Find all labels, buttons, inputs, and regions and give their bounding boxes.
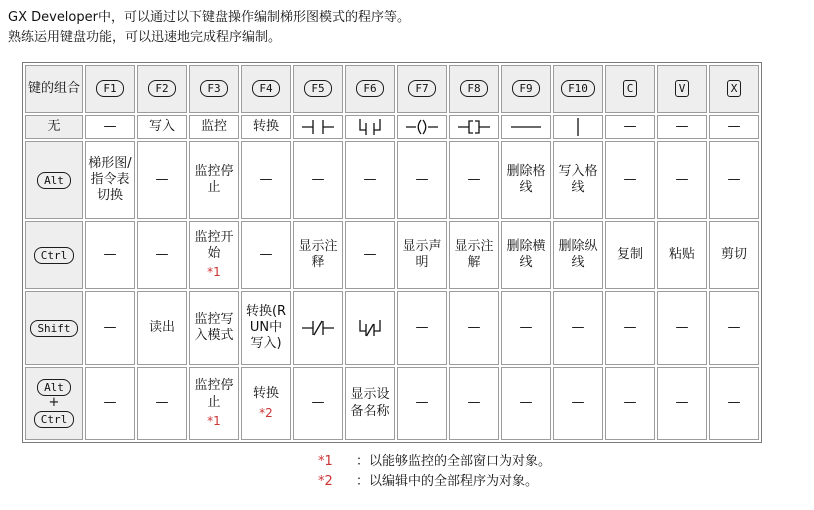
dash: — [519,319,533,335]
modifier-key-line [28,247,80,264]
dash: — [467,395,481,411]
closed-contact-icon [300,318,336,338]
footnote-ref: *2 [259,405,273,420]
header-key-x [709,65,759,113]
dash: — [103,246,117,262]
dash: — [571,395,585,411]
empty-dash-cell [605,141,655,219]
footnotes [318,452,814,492]
vertical-line-icon [560,117,596,137]
empty-dash-cell [657,141,707,219]
dash: — [363,171,377,187]
shortcut-label: 复制 [616,246,643,262]
shortcut-label: 删除横线 [506,238,546,270]
empty-dash-cell [605,367,655,440]
dash: — [727,171,741,187]
shortcut-cell [449,221,499,289]
parallel-open-contact-icon [352,117,388,137]
key-shift-keycap: Shift [30,320,77,337]
dash: — [675,395,689,411]
dash: — [623,118,637,134]
shortcut-label: 删除纵线 [558,238,598,270]
footnote-1-text: ：以能够监控的全部窗口为对象。 [356,454,552,469]
key-f7-keycap: F7 [408,80,435,97]
symbol-cell-open-contact [293,115,343,139]
key-alt-keycap: Alt [37,172,71,189]
header-key-f10 [553,65,603,113]
empty-dash-cell [85,221,135,289]
symbol-cell-coil [397,115,447,139]
shortcut-label: 监控写入模式 [194,311,234,343]
dash: — [155,171,169,187]
shortcut-cell [605,221,655,289]
header-key-f8 [449,65,499,113]
empty-dash-cell [85,291,135,365]
shortcut-label: 写入 [148,118,175,134]
shortcut-cell [137,115,187,139]
key-f6-keycap: F6 [356,80,383,97]
shortcut-label: 转换 [252,386,279,402]
empty-dash-cell [553,367,603,440]
modifier-key-line [28,411,80,428]
intro-line-1: GX Developer中，可以通过以下键盘操作编制梯形图模式的程序等。 [8,10,410,25]
shortcut-label: 显示声明 [402,238,442,270]
symbol-cell-parallel-open-contact [345,115,395,139]
shortcut-cell [189,115,239,139]
corner-label: 键的组合 [25,65,83,113]
dash: — [415,171,429,187]
shortcut-label: 梯形图/指令表切换 [88,155,132,204]
header-key-f2 [137,65,187,113]
intro-text [8,8,814,47]
key-f3-keycap: F3 [200,80,227,97]
dash: — [311,395,325,411]
empty-dash-cell [345,221,395,289]
key-f1-keycap: F1 [96,80,123,97]
shortcut-label: 剪切 [720,246,747,262]
dash: — [727,319,741,335]
shortcut-label: 转换(RUN中写入) [245,303,287,352]
dash: — [519,395,533,411]
footnote-2 [318,472,814,492]
empty-dash-cell [657,291,707,365]
dash: — [259,246,273,262]
empty-dash-cell [449,141,499,219]
empty-dash-cell [137,367,187,440]
empty-dash-cell [605,291,655,365]
dash: — [727,395,741,411]
modifier-key-line [28,320,80,337]
empty-dash-cell [709,115,759,139]
dash: — [155,246,169,262]
shortcut-cell [501,221,551,289]
shortcut-label: 写入格线 [558,163,598,195]
modifier-shift [25,291,83,365]
empty-dash-cell [709,141,759,219]
footnote-1-marker: *1 [318,454,333,469]
key-c-keycap: C [623,80,638,97]
empty-dash-cell [397,367,447,440]
empty-dash-cell [397,291,447,365]
dash: — [311,171,325,187]
empty-dash-cell [553,291,603,365]
dash: — [415,319,429,335]
empty-dash-cell [293,367,343,440]
coil-icon [404,117,440,137]
horizontal-line-icon [508,117,544,137]
shortcut-cell [189,367,239,440]
key-f5-keycap: F5 [304,80,331,97]
dash: — [623,171,637,187]
dash: — [103,395,117,411]
modifier-key-line [28,172,80,189]
key-f4-keycap: F4 [252,80,279,97]
shortcut-cell [241,291,291,365]
footnote-ref: *1 [207,413,221,428]
dash: — [467,319,481,335]
dash: — [103,118,117,134]
empty-dash-cell [137,141,187,219]
shortcut-label: 删除格线 [506,163,546,195]
footnote-ref: *1 [207,265,221,280]
dash: — [675,118,689,134]
symbol-cell-closed-contact [293,291,343,365]
empty-dash-cell [449,291,499,365]
header-key-f6 [345,65,395,113]
empty-dash-cell [657,115,707,139]
modifier-key-line [28,379,80,396]
key-f8-keycap: F8 [460,80,487,97]
symbol-cell-vertical-line [553,115,603,139]
shortcut-cell [293,221,343,289]
key-f10-keycap: F10 [561,80,595,97]
symbol-cell-parallel-closed-contact [345,291,395,365]
header-key-c [605,65,655,113]
shortcut-cell [189,221,239,289]
empty-dash-cell [397,141,447,219]
application-instruction-icon [456,117,492,137]
key-ctrl-keycap: Ctrl [34,411,75,428]
shortcut-cell [241,367,291,440]
empty-dash-cell [605,115,655,139]
modifier-alt [25,141,83,219]
empty-dash-cell [345,141,395,219]
dash: — [571,319,585,335]
open-contact-icon [300,117,336,137]
empty-dash-cell [241,221,291,289]
empty-dash-cell [137,221,187,289]
empty-dash-cell [657,367,707,440]
dash: — [155,395,169,411]
shortcut-cell [85,141,135,219]
shortcut-cell [397,221,447,289]
dash: — [727,118,741,134]
empty-dash-cell [709,367,759,440]
shortcut-cell [189,291,239,365]
header-key-f1 [85,65,135,113]
modifier-ctrl [25,221,83,289]
shortcut-label: 显示注解 [454,238,494,270]
modifier-none: 无 [25,115,83,139]
symbol-cell-application-instruction [449,115,499,139]
header-key-f5 [293,65,343,113]
shortcut-table [22,62,762,443]
shortcut-label: 粘贴 [668,246,695,262]
dash: — [623,395,637,411]
shortcut-label: 监控停止 [194,378,234,410]
symbol-cell-horizontal-line [501,115,551,139]
dash: — [415,395,429,411]
modifier-alt-ctrl [25,367,83,440]
key-ctrl-keycap: Ctrl [34,247,75,264]
shortcut-cell [137,291,187,365]
empty-dash-cell [709,291,759,365]
header-key-f7 [397,65,447,113]
empty-dash-cell [501,367,551,440]
footnote-2-text: ：以编辑中的全部程序为对象。 [356,474,539,490]
shortcut-cell [657,221,707,289]
shortcut-label: 显示设备名称 [350,387,390,419]
dash: — [103,319,117,335]
intro-line-2: 熟练运用键盘功能，可以迅速地完成程序编制。 [8,29,282,45]
dash: — [259,171,273,187]
key-alt-keycap: Alt [37,379,71,396]
key-f9-keycap: F9 [512,80,539,97]
empty-dash-cell [241,141,291,219]
empty-dash-cell [501,291,551,365]
empty-dash-cell [85,367,135,440]
dash: — [675,319,689,335]
shortcut-label: 监控停止 [194,163,234,195]
header-key-f9 [501,65,551,113]
shortcut-label: 监控开始 [194,229,234,261]
shortcut-cell [345,367,395,440]
key-x-keycap: X [727,80,742,97]
shortcut-cell [709,221,759,289]
shortcut-label: 监控 [200,118,227,134]
dash: — [675,171,689,187]
shortcut-label: 显示注释 [298,238,338,270]
empty-dash-cell [85,115,135,139]
footnote-1 [318,452,814,472]
shortcut-cell [501,141,551,219]
key-v-keycap: V [675,80,690,97]
dash: — [363,246,377,262]
key-f2-keycap: F2 [148,80,175,97]
parallel-closed-contact-icon [352,318,388,338]
header-key-v [657,65,707,113]
shortcut-cell [553,141,603,219]
shortcut-cell [553,221,603,289]
shortcut-label: 转换 [252,118,279,134]
shortcut-cell [241,115,291,139]
header-key-f4 [241,65,291,113]
dash: — [623,319,637,335]
footnote-2-marker: *2 [318,474,333,490]
modifier-joiner: + [48,395,60,411]
shortcut-label: 读出 [148,319,175,335]
dash: — [467,171,481,187]
shortcut-cell [189,141,239,219]
empty-dash-cell [293,141,343,219]
empty-dash-cell [449,367,499,440]
header-key-f3 [189,65,239,113]
